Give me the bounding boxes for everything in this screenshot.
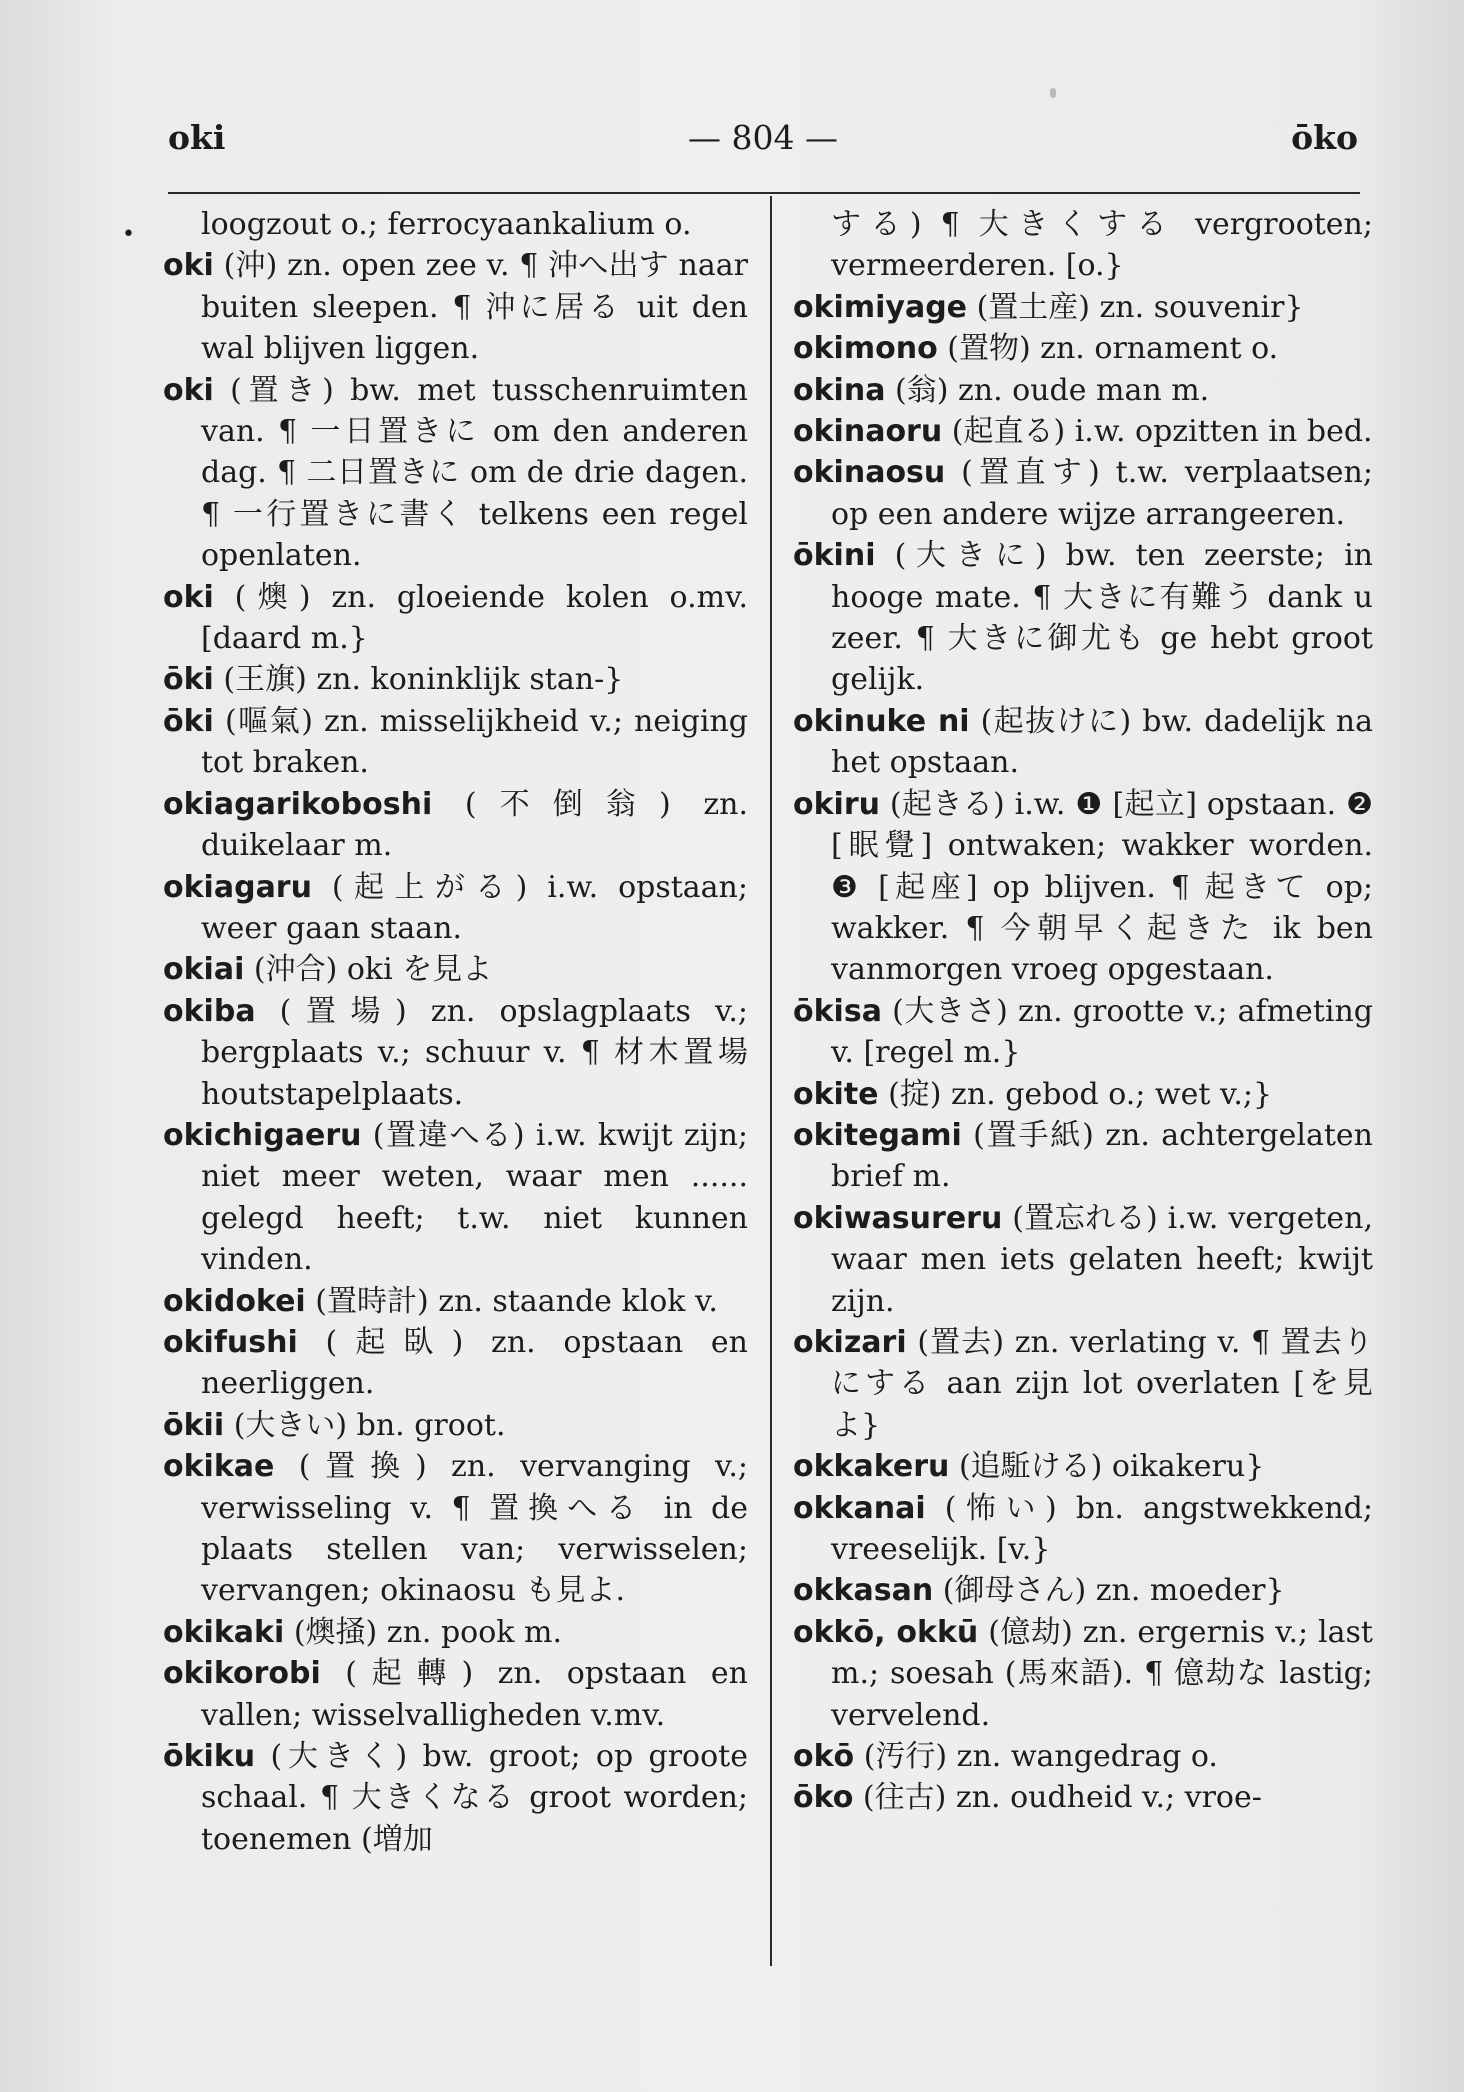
entry-headword: okkasan (793, 1573, 934, 1609)
entry-headword: ōkii (163, 1407, 225, 1443)
dictionary-entry (793, 1322, 1373, 1446)
entry-headword: okidokei (163, 1283, 306, 1319)
dictionary-entry (163, 1115, 748, 1281)
entry-definition: (置場) zn. opslagplaats v.; bergplaats v.; schuur v. ¶ 材木置場 houtstapelplaats. (201, 993, 748, 1112)
dictionary-entry (163, 1322, 748, 1405)
entry-headword: okinaoru (793, 414, 943, 450)
entry-headword: okiagarikoboshi (163, 786, 433, 822)
entry-definition: (起轉) zn. opstaan en vallen; wisselvalligheden v.mv. (201, 1656, 748, 1733)
entry-definition: (大きく) bw. groot; op groote schaal. ¶ 大きくなる groot worden; toenemen (増加 (201, 1739, 748, 1857)
entry-definition: (掟) zn. gebod o.; wet v.;} (888, 1076, 1273, 1112)
entry-definition: (不倒翁) zn. duikelaar m. (201, 786, 748, 864)
entry-definition: (置き) bw. met tusschenruimten van. ¶ 一日置きに om den anderen dag. ¶ 二日置きに om de drie dagen. ¶ 一行置きに書く telkens een regel openlaten. (201, 372, 748, 574)
entry-definition: (起きる) i.w. ❶ [起立] opstaan. ❷ [眠覺] ontwaken; wakker worden. ❸ [起座] op blijven. ¶ 起きて op; wakker. ¶ 今朝早く起きた ik ben vanmorgen vroeg opgestaan. (831, 786, 1373, 988)
dictionary-entry (163, 577, 748, 660)
entry-definition: (置物) zn. ornament o. (947, 331, 1279, 367)
header-last-word: ōko (1291, 118, 1358, 157)
dictionary-entry (163, 370, 748, 577)
dictionary-entry (793, 991, 1373, 1074)
entry-definition: (置去) zn. verlating v. ¶ 置去りにする aan zijn lot overlaten [を見よ} (831, 1324, 1373, 1443)
dictionary-entry (793, 370, 1373, 411)
dictionary-entry (793, 287, 1373, 328)
margin-dot: • (122, 222, 135, 247)
dictionary-entry (793, 452, 1373, 535)
entry-definition: (起抜けに) bw. dadelijk na het opstaan. (831, 703, 1373, 781)
entry-headword: okiba (163, 993, 256, 1029)
entry-definition: (置手紙) zn. achtergelaten brief m. (831, 1117, 1373, 1195)
entry-definition: (沖合) oki を見よ (253, 952, 493, 988)
entry-definition: (燠掻) zn. pook m. (293, 1614, 562, 1650)
entry-headword: okō (793, 1739, 855, 1775)
dictionary-entry (793, 1446, 1373, 1487)
dictionary-entry (793, 1198, 1373, 1322)
entry-headword: okiai (163, 952, 245, 988)
dictionary-entry (163, 949, 748, 990)
dictionary-entry (163, 204, 748, 245)
entry-definition: (追駈ける) oikakeru} (958, 1449, 1265, 1485)
entry-headword: ōkiku (163, 1739, 256, 1775)
entry-headword: oki (163, 372, 214, 408)
entry-definition: (翁) zn. oude man m. (895, 372, 1210, 408)
entry-headword: okiagaru (163, 869, 312, 905)
entry-headword: okichigaeru (163, 1117, 362, 1153)
entry-headword: ōki (163, 662, 214, 698)
entry-headword: ōkini (793, 538, 876, 574)
entry-definition: (怖い) bn. angstwekkend; vreeselijk. [v.} (831, 1490, 1373, 1567)
dictionary-entry (793, 204, 1373, 287)
dictionary-entry (163, 991, 748, 1115)
entry-definition: (王旗) zn. koninklijk stan-} (223, 662, 624, 698)
entry-headword: okite (793, 1076, 879, 1112)
entry-headword: okinuke ni (793, 703, 970, 739)
dictionary-entry (793, 1736, 1373, 1777)
entry-definition: (置換) zn. vervanging v.; verwisseling v. ¶ 置換へる in de plaats stellen van; verwisselen; vervangen; okinaosu も見よ. (201, 1449, 748, 1609)
entry-definition: (起臥) zn. opstaan en neerliggen. (201, 1324, 748, 1402)
left-column (163, 204, 748, 1860)
dictionary-entry (793, 1570, 1373, 1611)
entry-headword: okinaosu (793, 455, 946, 491)
entry-headword: ōki (163, 703, 214, 739)
entry-headword: oki (163, 579, 214, 615)
dictionary-entry (163, 1281, 748, 1322)
entry-definition: (置直す) t.w. verplaatsen; op een andere wijze arrangeeren. (831, 455, 1373, 532)
entry-headword: okitegami (793, 1117, 962, 1153)
dictionary-entry (793, 411, 1373, 452)
entry-headword: okizari (793, 1324, 907, 1360)
entry-definition: (起上がる) i.w. opstaan; weer gaan staan. (201, 869, 748, 946)
column-divider (770, 196, 772, 1966)
page-number: — 804 — (688, 118, 838, 157)
page-header (168, 118, 1358, 168)
dictionary-entry (163, 659, 748, 700)
dictionary-entry (793, 701, 1373, 784)
dictionary-entry (793, 784, 1373, 991)
dictionary-entry (793, 1115, 1373, 1198)
entry-definition: loogzout o.; ferrocyaankalium o. (201, 207, 692, 242)
dictionary-entry (163, 1653, 748, 1736)
header-first-word: oki (168, 118, 226, 157)
entry-headword: okikaki (163, 1614, 285, 1650)
entry-definition: (置土産) zn. souvenir} (976, 289, 1304, 325)
entry-headword: okina (793, 372, 886, 408)
entry-headword: okimono (793, 331, 938, 367)
entry-definition: (大きい) bn. groot. (233, 1407, 506, 1443)
dictionary-entry (793, 1777, 1373, 1818)
entry-headword: ōko (793, 1780, 854, 1816)
entry-definition: (大きに) bw. ten zeerste; in hooge mate. ¶ 大きに有難う dank u zeer. ¶ 大きに御尤も ge hebt groot gelijk. (831, 538, 1373, 698)
dictionary-entry (163, 867, 748, 950)
dictionary-entry (163, 701, 748, 784)
dictionary-entry (793, 1612, 1373, 1736)
entry-definition: (置違へる) i.w. kwijt zijn; niet meer weten, waar men ...... gelegd heeft; t.w. niet kunnen vinden. (201, 1117, 748, 1278)
entry-headword: okimiyage (793, 289, 968, 325)
right-column (793, 204, 1373, 1819)
entry-definition: (御母さん) zn. moeder} (942, 1573, 1285, 1609)
dictionary-entry (793, 1488, 1373, 1571)
entry-definition: (起直る) i.w. opzitten in bed. (951, 414, 1373, 450)
entry-headword: okifushi (163, 1324, 298, 1360)
dictionary-entry (163, 1446, 748, 1612)
entry-headword: ōkisa (793, 993, 882, 1029)
dictionary-entry (163, 1405, 748, 1446)
header-rule (168, 192, 1360, 194)
dictionary-entry (163, 1736, 748, 1860)
dictionary-entry (163, 245, 748, 369)
dictionary-entry (163, 1612, 748, 1653)
paper-speck (1050, 88, 1056, 98)
dictionary-entry (163, 784, 748, 867)
dictionary-entry (793, 1074, 1373, 1115)
dictionary-entry (793, 535, 1373, 701)
entry-headword: okikae (163, 1449, 275, 1485)
entry-definition: (億劫) zn. ergernis v.; last m.; soesah (馬來語). ¶ 億劫な lastig; vervelend. (831, 1614, 1373, 1733)
entry-headword: okkanai (793, 1490, 926, 1526)
entry-definition: (往古) zn. oudheid v.; vroe- (862, 1780, 1262, 1816)
entry-definition: する) ¶ 大きくする vergrooten; vermeerderen. [o.} (831, 207, 1373, 284)
entry-headword: okkakeru (793, 1449, 950, 1485)
entry-definition: (置時計) zn. staande klok v. (315, 1283, 718, 1319)
dictionary-entry (793, 328, 1373, 369)
entry-definition: (嘔氣) zn. misselijkheid v.; neiging tot braken. (201, 703, 749, 781)
entry-definition: (燠) zn. gloeiende kolen o.mv. [daard m.} (201, 579, 748, 657)
entry-headword: okkō, okkū (793, 1614, 979, 1650)
entry-headword: okikorobi (163, 1656, 321, 1692)
entry-definition: (置忘れる) i.w. vergeten, waar men iets gelaten heeft; kwijt zijn. (831, 1200, 1373, 1319)
entry-definition: (大きさ) zn. grootte v.; afmeting v. [regel m.} (831, 993, 1373, 1071)
entry-definition: (沖) zn. open zee v. ¶ 沖へ出す naar buiten sleepen. ¶ 沖に居る uit den wal blijven liggen. (201, 248, 748, 367)
entry-headword: okiwasureru (793, 1200, 1003, 1236)
entry-definition: (汚行) zn. wangedrag o. (863, 1739, 1218, 1775)
entry-headword: oki (163, 248, 214, 284)
entry-headword: okiru (793, 786, 880, 822)
